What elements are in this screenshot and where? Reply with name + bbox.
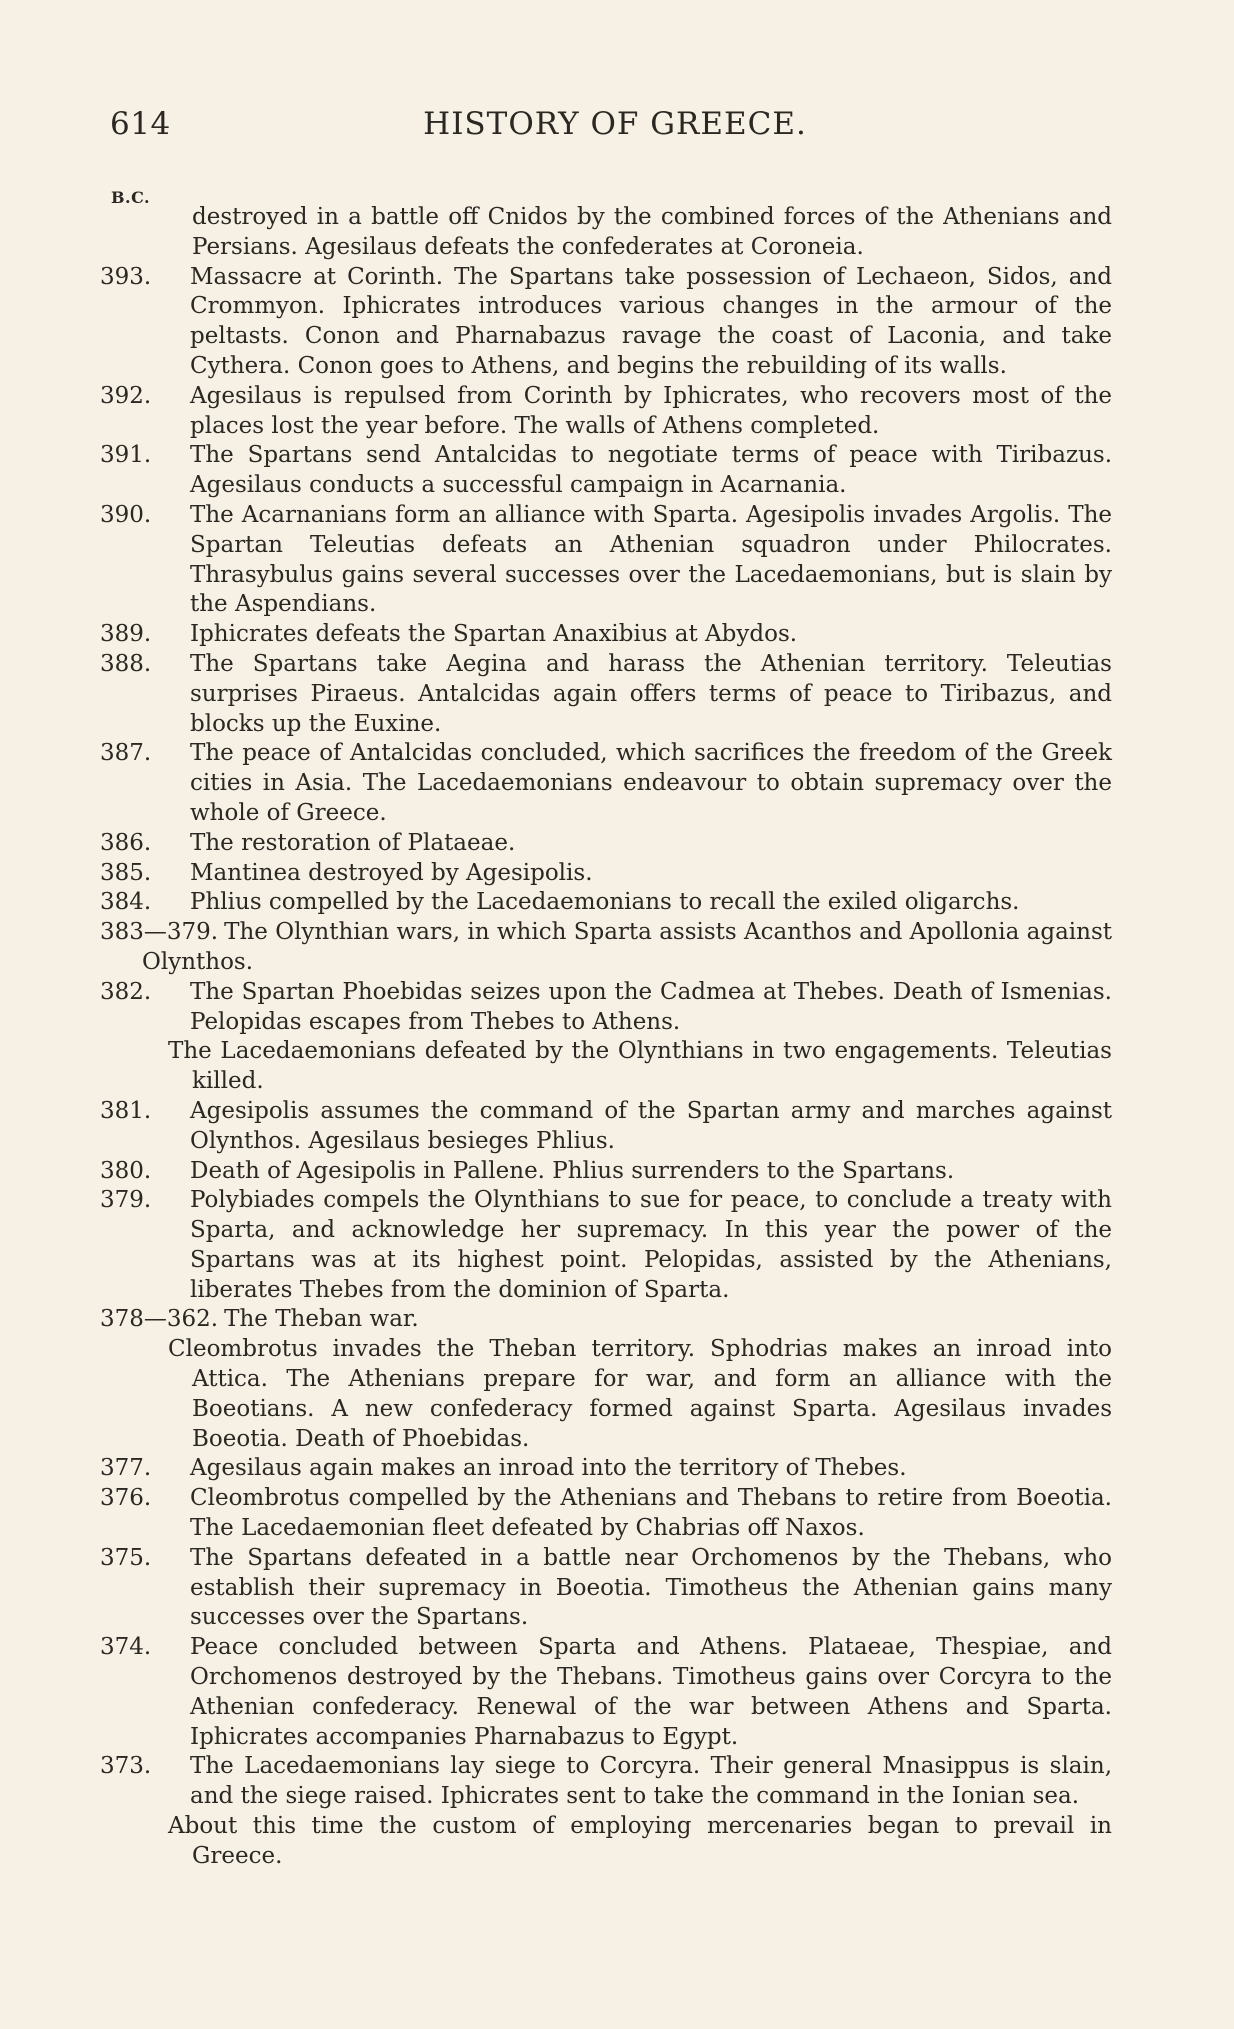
entry-year: 387. xyxy=(100,740,152,767)
entry-year: 377. xyxy=(100,1455,152,1482)
entry-text: Iphicrates defeats the Spartan Anaxibius at Abydos. xyxy=(190,621,798,648)
entry-text: Mantinea destroyed by Agesipolis. xyxy=(190,859,593,886)
entry-text: Agesilaus again makes an inroad into the territory of Thebes. xyxy=(190,1455,907,1482)
chronology-list xyxy=(100,203,1112,1872)
entry-year: 393. xyxy=(100,263,152,290)
entry-text: Peace concluded between Sparta and Athens. Plataeae, Thespiae, and Orchomenos destroyed by the Thebans. Timotheus gains over Corcyra to the Athenian confederacy. Renewal of the war between Athens and Sparta. Iphicrates accompanies Pharnabazus to Egypt. xyxy=(190,1634,1112,1750)
page-number: 614 xyxy=(110,106,171,142)
entry-text: Cleombrotus compelled by the Athenians and Thebans to retire from Boeotia. The Lacedaemonian fleet defeated by Chabrias off Naxos. xyxy=(190,1485,1112,1542)
entry-text: About this time the custom of employing mercenaries began to prevail in Greece. xyxy=(168,1813,1112,1869)
entry-text: Massacre at Corinth. The Spartans take possession of Lechaeon, Sidos, and Crommyon. Iphicrates introduces various changes in the armour of the peltasts. Conon and Pharnabazus ravage the coast of Laconia, and take Cythera. Conon goes to Athens, and begins the rebuilding of its walls. xyxy=(190,263,1112,379)
chronology-entry xyxy=(100,978,1112,1038)
entry-year: 389. xyxy=(100,621,152,648)
entry-text: Agesipolis assumes the command of the Spartan army and marches against Olynthos. Agesilaus besieges Phlius. xyxy=(190,1097,1112,1154)
chronology-entry xyxy=(100,1335,1112,1454)
entry-year: 378—362. xyxy=(100,1306,219,1333)
chronology-entry xyxy=(100,1752,1112,1812)
chronology-entry xyxy=(100,859,1112,889)
chronology-entry xyxy=(100,1186,1112,1305)
entry-text: The Theban war. xyxy=(224,1306,419,1333)
entry-year: 392. xyxy=(100,382,152,409)
entry-text: Agesilaus is repulsed from Corinth by Iphicrates, who recovers most of the places lost the year before. The walls of Athens completed. xyxy=(190,382,1112,439)
entry-year: 374. xyxy=(100,1634,152,1661)
entry-text: The Spartans send Antalcidas to negotiate terms of peace with Tiribazus. Agesilaus conducts a successful campaign in Acarnania. xyxy=(190,442,1112,499)
entry-year: 375. xyxy=(100,1544,152,1571)
chronology-entry xyxy=(100,650,1112,739)
chronology-entry xyxy=(100,263,1112,382)
chronology-entry xyxy=(100,203,1112,263)
chronology-entry xyxy=(100,739,1112,828)
entry-year: 381. xyxy=(100,1097,152,1124)
entry-text: The Lacedaemonians lay siege to Corcyra. Their general Mnasippus is slain, and the siege raised. Iphicrates sent to take the command in the Ionian sea. xyxy=(190,1753,1112,1810)
entry-year: 376. xyxy=(100,1485,152,1512)
entry-year: 382. xyxy=(100,978,152,1005)
entry-year: 379. xyxy=(100,1187,152,1214)
chronology-entry xyxy=(100,1305,1112,1335)
chronology-entry xyxy=(100,1097,1112,1157)
chronology-entry xyxy=(100,829,1112,859)
chronology-entry xyxy=(100,1157,1112,1187)
chronology-entry xyxy=(100,1454,1112,1484)
chronology-entry xyxy=(100,888,1112,918)
chronology-entry xyxy=(100,441,1112,501)
entry-text: Death of Agesipolis in Pallene. Phlius surrenders to the Spartans. xyxy=(190,1157,955,1184)
entry-text: The Acarnanians form an alliance with Sparta. Agesipolis invades Argolis. The Spartan Teleutias defeats an Athenian squadron under Philocrates. Thrasybulus gains several successes over the Lacedaemonians, but is slain by the Aspendians. xyxy=(190,501,1112,618)
chronology-entry xyxy=(100,1544,1112,1633)
chronology-entry xyxy=(100,1633,1112,1752)
chronology-entry xyxy=(100,1037,1112,1097)
entry-text: The Lacedaemonians defeated by the Olynthians in two engagements. Teleutias killed. xyxy=(168,1038,1112,1095)
entry-year: 373. xyxy=(100,1753,152,1780)
chronology-entry xyxy=(100,918,1112,978)
entry-year: 390. xyxy=(100,501,152,528)
bc-label: B.C. xyxy=(111,188,151,207)
page-header xyxy=(110,106,1120,146)
chronology-entry xyxy=(100,620,1112,650)
entry-year: 384. xyxy=(100,889,152,916)
entry-year: 383—379. xyxy=(100,919,219,946)
entry-text: The Spartans take Aegina and harass the Athenian territory. Teleutias surprises Piraeus. Antalcidas again offers terms of peace to Tiribazus, and blocks up the Euxine. xyxy=(190,650,1112,737)
entry-year: 388. xyxy=(100,650,152,677)
entry-text: The Spartan Phoebidas seizes upon the Cadmea at Thebes. Death of Ismenias. Pelopidas escapes from Thebes to Athens. xyxy=(190,978,1112,1035)
entry-year: 380. xyxy=(100,1157,152,1184)
chronology-entry xyxy=(100,382,1112,442)
entry-text: Polybiades compels the Olynthians to sue for peace, to conclude a treaty with Sparta, and acknowledge her supremacy. In this year the power of the Spartans was at its highest point. Pelopidas, assisted by the Athenians, liberates Thebes from the dominion of Sparta. xyxy=(190,1187,1112,1303)
entry-text: The restoration of Plataeae. xyxy=(190,829,516,856)
entry-text: The Olynthian wars, in which Sparta assists Acanthos and Apollonia against Olynthos. xyxy=(142,919,1112,975)
chronology-entry xyxy=(100,501,1112,620)
entry-year: 391. xyxy=(100,442,152,469)
entry-year: 385. xyxy=(100,859,152,886)
running-head-title: HISTORY OF GREECE. xyxy=(423,106,807,142)
entry-text: Phlius compelled by the Lacedaemonians to recall the exiled oligarchs. xyxy=(190,889,1020,916)
entry-year: 386. xyxy=(100,829,152,856)
entry-text: The Spartans defeated in a battle near Orchomenos by the Thebans, who establish their supremacy in Boeotia. Timotheus the Athenian gains many successes over the Spartans. xyxy=(190,1544,1112,1631)
entry-text: Cleombrotus invades the Theban territory. Sphodrias makes an inroad into Attica. The Athenians prepare for war, and form an alliance with the Boeotians. A new confederacy formed against Sparta. Agesilaus invades Boeotia. Death of Phoebidas. xyxy=(168,1336,1112,1452)
chronology-entry xyxy=(100,1484,1112,1544)
entry-text: The peace of Antalcidas concluded, which sacrifices the freedom of the Greek cities in Asia. The Lacedaemonians endeavour to obtain supremacy over the whole of Greece. xyxy=(190,740,1112,826)
entry-text: destroyed in a battle off Cnidos by the combined forces of the Athenians and Persians. Agesilaus defeats the confederates at Coroneia. xyxy=(192,204,1112,260)
chronology-entry xyxy=(100,1812,1112,1872)
